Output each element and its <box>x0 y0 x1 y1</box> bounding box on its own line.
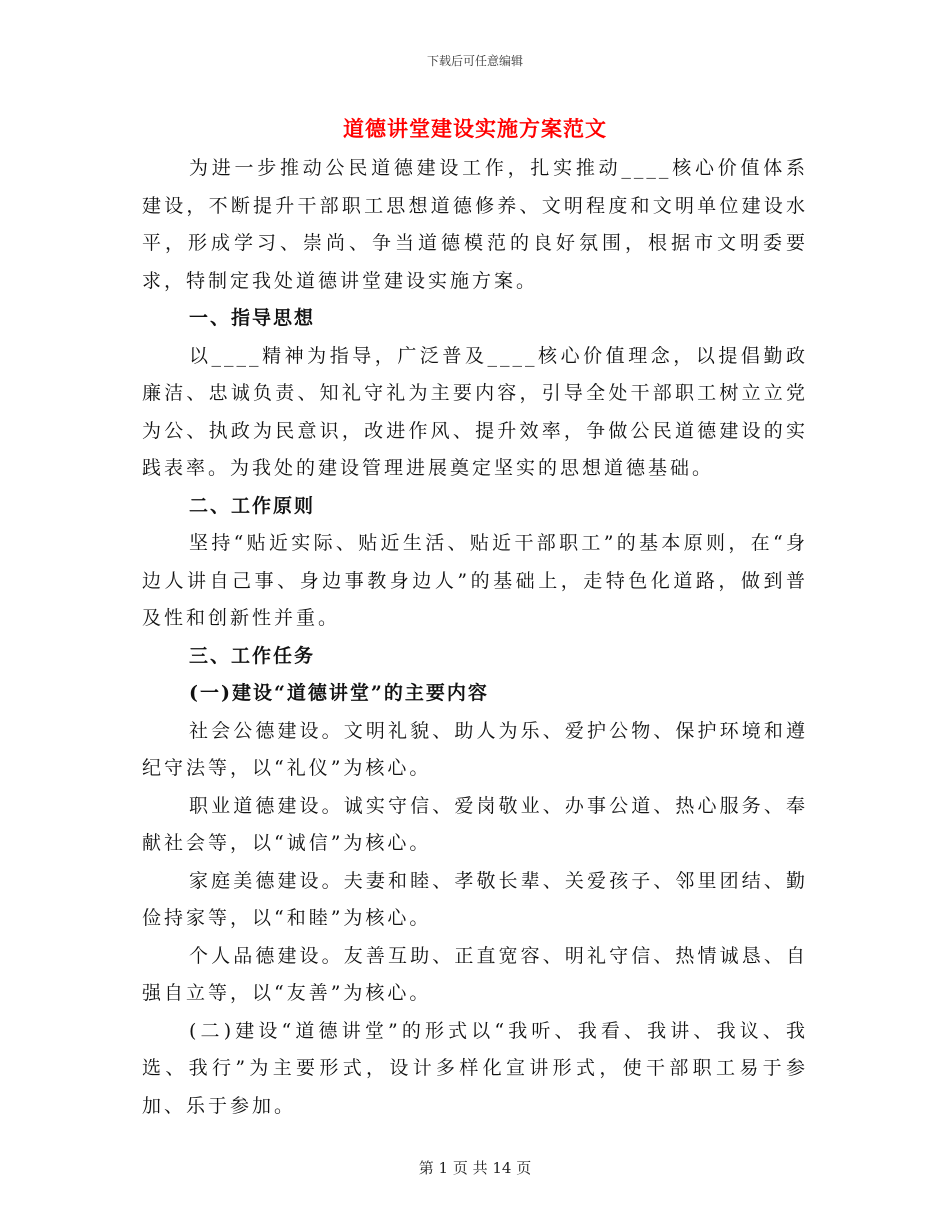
work-principles-paragraph: 坚持“贴近实际、贴近生活、贴近干部职工”的基本原则，在“身边人讲自己事、身边事教身边人”的基础上，走特色化道路，做到普及性和创新性并重。 <box>142 532 808 629</box>
guiding-ideology-paragraph: 以____精神为指导，广泛普及____核心价值理念，以提倡勤政廉洁、忠诚负责、知礼守礼为主要内容，引导全处干部职工树立立党为公、执政为民意识，改进作风、提升效率，争做公民道德建设的实践表率。为我处的建设管理进展奠定坚实的思想道德基础。 <box>142 344 808 479</box>
page-number: 第 1 页 共 14 页 <box>418 1159 532 1177</box>
page-header-note: 下载后可任意编辑 <box>426 54 523 68</box>
personal-character-paragraph: 个人品德建设。友善互助、正直宽容、明礼守信、热情诚恳、自强自立等，以“友善”为核心。 <box>142 944 808 1004</box>
subsection-heading-main-content: (一)建设“道德讲堂”的主要内容 <box>189 682 489 704</box>
professional-ethics-paragraph: 职业道德建设。诚实守信、爱岗敬业、办事公道、热心服务、奉献社会等，以“诚信”为核心。 <box>142 794 808 854</box>
section-heading-work-principles: 二、工作原则 <box>189 494 316 517</box>
lecture-form-paragraph: (二)建设“道德讲堂”的形式以“我听、我看、我讲、我议、我选、我行”为主要形式，设计多样化宣讲形式，使干部职工易于参加、乐于参加。 <box>142 1019 808 1117</box>
section-heading-guiding-ideology: 一、指导思想 <box>189 307 316 329</box>
document-body <box>142 150 808 1125</box>
social-morality-paragraph: 社会公德建设。文明礼貌、助人为乐、爱护公物、保护环境和遵纪守法等，以“礼仪”为核心。 <box>142 719 808 779</box>
document-title: 道德讲堂建设实施方案范文 <box>343 116 607 141</box>
section-heading-work-tasks: 三、工作任务 <box>189 644 316 667</box>
family-virtue-paragraph: 家庭美德建设。夫妻和睦、孝敬长辈、关爱孩子、邻里团结、勤俭持家等，以“和睦”为核心。 <box>142 869 808 929</box>
intro-paragraph: 为进一步推动公民道德建设工作，扎实推动____核心价值体系建设，不断提升干部职工思想道德修养、文明程度和文明单位建设水平，形成学习、崇尚、争当道德模范的良好氛围，根据市文明委要求，特制定我处道德讲堂建设实施方案。 <box>142 157 808 292</box>
